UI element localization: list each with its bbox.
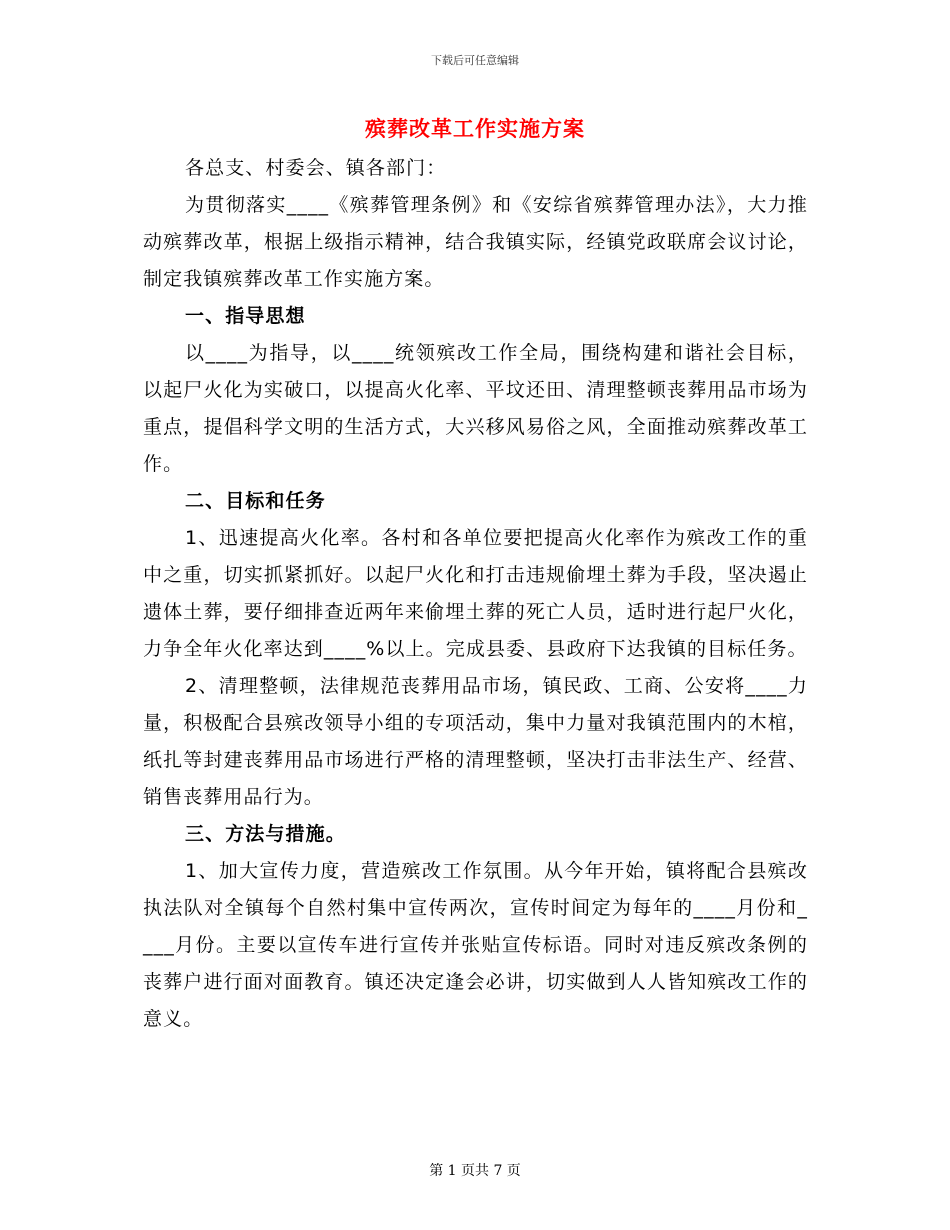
document-body — [143, 150, 808, 1038]
document-title: 殡葬改革工作实施方案 — [365, 116, 585, 141]
section-heading-guiding-ideology: 一、指导思想 — [185, 305, 306, 327]
guiding-ideology-paragraph: 以____为指导，以____统领殡改工作全局，围绕构建和谐社会目标，以起尸火化为实破口，以提高火化率、平坟还田、清理整顿丧葬用品市场为重点，提倡科学文明的生活方式，大兴移风易俗之风，全面推动殡葬改革工作。 — [143, 342, 808, 475]
page-header-note: 下载后可任意编辑 — [431, 54, 519, 67]
goal-market-cleanup-paragraph: 2、清理整顿，法律规范丧葬用品市场，镇民政、工商、公安将____力量，积极配合县殡改领导小组的专项活动，集中力量对我镇范围内的木棺，纸扎等封建丧葬用品市场进行严格的清理整顿，坚决打击非法生产、经营、销售丧葬用品行为。 — [143, 675, 808, 808]
section-heading-methods-measures: 三、方法与措施。 — [185, 823, 346, 845]
salutation-paragraph: 各总支、村委会、镇各部门： — [185, 157, 447, 179]
measure-publicity-paragraph: 1、加大宣传力度，营造殡改工作氛围。从今年开始，镇将配合县殡改执法队对全镇每个自然村集中宣传两次，宣传时间定为每年的____月份和____月份。主要以宣传车进行宣传并张贴宣传标语。同时对违反殡改条例的丧葬户进行面对面教育。镇还决定逢会必讲，切实做到人人皆知殡改工作的意义。 — [143, 860, 808, 1030]
page-number-indicator: 第 1 页共 7 页 — [429, 1163, 521, 1179]
goal-cremation-rate-paragraph: 1、迅速提高火化率。各村和各单位要把提高火化率作为殡改工作的重中之重，切实抓紧抓好。以起尸火化和打击违规偷埋土葬为手段，坚决遏止遗体土葬，要仔细排查近两年来偷埋土葬的死亡人员，适时进行起尸火化，力争全年火化率达到____%以上。完成县委、县政府下达我镇的目标任务。 — [143, 527, 808, 660]
intro-paragraph: 为贯彻落实____《殡葬管理条例》和《安综省殡葬管理办法》，大力推动殡葬改革，根据上级指示精神，结合我镇实际，经镇党政联席会议讨论，制定我镇殡葬改革工作实施方案。 — [143, 194, 808, 290]
section-heading-goals-tasks: 二、目标和任务 — [185, 490, 326, 512]
